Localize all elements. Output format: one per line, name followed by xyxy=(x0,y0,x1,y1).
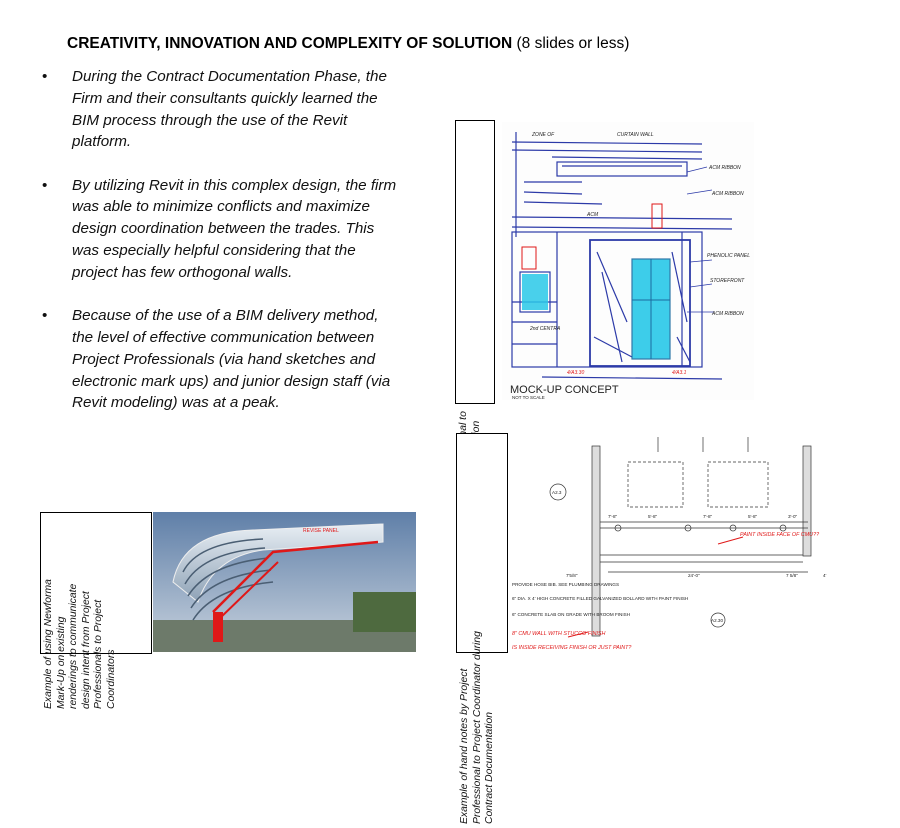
hand-notes-red-note: PAINT INSIDE FACE OF CMU?? xyxy=(740,532,820,538)
sketch-note: ZONE OF xyxy=(532,132,555,138)
hand-notes-red-note: 8" CMU WALL WITH STUCCO FINISH xyxy=(512,631,606,637)
hand-notes-tag: A2.30 xyxy=(711,618,724,623)
sketch-note: 2nd CENTRA xyxy=(530,326,561,332)
hand-notes-dim: 5'-8" xyxy=(748,514,758,519)
hand-sketch-drawing xyxy=(502,122,754,400)
bullet-dot: • xyxy=(42,176,48,194)
sketch-note: ACM xyxy=(587,212,599,218)
rendering-markup-note: REVISE PANEL xyxy=(303,528,339,534)
sketch-note: ACM RIBBON xyxy=(709,165,741,171)
caption-handnotes xyxy=(456,433,508,825)
caption-handnotes-text: Example of hand notes by Project Professional to Project Coordinator during Contract Documentation xyxy=(459,631,496,825)
caption-markup xyxy=(40,512,152,710)
title-suffix: (8 slides or less) xyxy=(512,35,630,52)
bullet-dot: • xyxy=(42,307,48,325)
hand-notes-note: PROVIDE HOSE BIB. SEE PLUMBING DRAWINGS xyxy=(512,582,620,587)
hand-notes-dim: 7'-8" xyxy=(703,514,713,519)
hand-notes-dim: 3'-0" xyxy=(788,514,798,519)
sketch-sublabel: NOT TO SCALE xyxy=(512,395,545,400)
title-bold: CREATIVITY, INNOVATION AND COMPLEXITY OF SOLUTION xyxy=(67,35,513,52)
hand-notes-dim: 24'-0" xyxy=(688,573,700,578)
bullet-item xyxy=(40,305,400,414)
hand-notes-drawing xyxy=(508,432,836,654)
hand-sketch-image xyxy=(502,122,754,400)
hand-notes-dim: 5'-8" xyxy=(648,514,658,519)
sketch-note: 4/A3.30 xyxy=(567,370,585,376)
caption-sketch xyxy=(455,120,495,404)
caption-markup-text: Example of using Newforma Mark-Up on existing renderings to communicate design intent from Project Professionals to Project Coordinators xyxy=(43,579,117,710)
bullet-text: Because of the use of a BIM delivery method, the level of effective communication between Project Professionals (via hand sketches and electronic mark ups) and junior design staff (via Revit modeling) was at a peak. xyxy=(72,307,391,412)
rendering-drawing xyxy=(153,512,416,652)
bullet-item xyxy=(40,66,400,153)
sketch-note: CURTAIN WALL xyxy=(617,132,654,138)
sketch-note: ACM RIBBON xyxy=(712,311,744,317)
hand-notes-dim: 7'-8" xyxy=(608,514,618,519)
bullet-list xyxy=(40,66,400,436)
sketch-note: 4/A3.1 xyxy=(672,370,687,376)
slide-title xyxy=(67,35,629,53)
hand-notes-dim: 4' xyxy=(823,573,827,578)
bullet-text: By utilizing Revit in this complex design, the firm was able to minimize conflicts and maximize design coordination between the trades. This was especially helpful considering that the project has few orthogonal walls. xyxy=(72,176,397,281)
sketch-note: STOREFRONT xyxy=(710,278,745,284)
hand-notes-note: 6" DIA. X 4' HIGH CONCRETE FILLED GALVANIZED BOLLARD WITH PAINT FINISH xyxy=(512,596,689,601)
hand-notes-tag: A2.3 xyxy=(552,490,562,495)
bullet-dot: • xyxy=(42,68,48,85)
hand-notes-image xyxy=(508,432,836,654)
rendering-markup-image xyxy=(153,512,416,652)
hand-notes-note: 6" CONCRETE SLAB ON GRADE WITH BROOM FINISH xyxy=(512,612,631,617)
bullet-text: During the Contract Documentation Phase, the Firm and their consultants quickly learned the BIM process through the use of the Revit platform. xyxy=(72,68,387,151)
hand-notes-red-note: IS INSIDE RECEIVING FINISH OR JUST PAINT? xyxy=(512,645,632,651)
hand-notes-dim: 7'5/8" xyxy=(566,573,578,578)
bullet-item xyxy=(40,175,400,284)
hand-notes-dim: 7 5/8" xyxy=(786,573,798,578)
sketch-label: MOCK-UP CONCEPT xyxy=(510,384,619,396)
sketch-note: ACM RIBBON xyxy=(712,191,744,197)
sketch-note: PHENOLIC PANEL xyxy=(707,253,750,259)
